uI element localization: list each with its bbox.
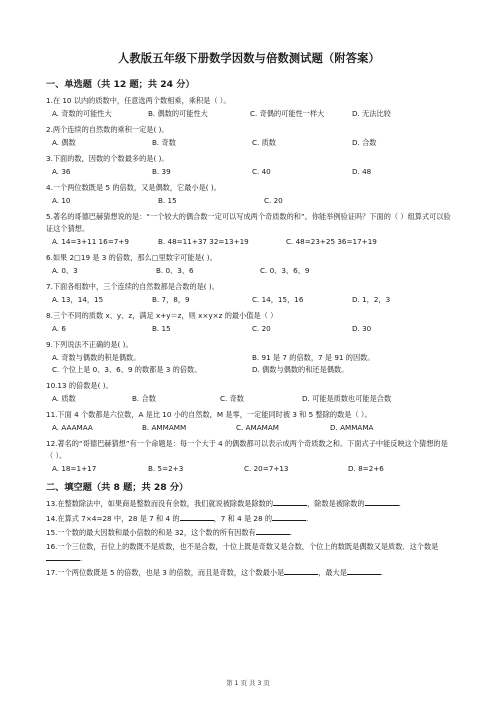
question-16 [46,541,452,564]
option-b: B. AMMAMM [142,423,187,433]
option-a: A. 质数 [52,394,76,404]
question-10-options [52,393,452,404]
question-4: 4.一个两位数既是 5 的倍数，又是偶数，它最小是( )。 [46,183,221,192]
answer-blank[interactable] [284,567,318,575]
option-d: D. 偶数与偶数的和还是偶数。 [252,365,349,375]
option-a: A. 14=3+11 16=7+9 [52,237,129,247]
option-c: C. 奇数 [220,394,244,404]
answer-blank[interactable] [256,527,293,537]
question-13 [46,498,452,510]
option-b: B. 15 [152,324,171,334]
option-b: B. 合数 [132,394,156,404]
question-15-end: . [289,527,293,537]
question-7: 7.下面各组数中，三个连续的自然数都是合数的是( )。 [46,282,219,292]
question-6: 6.如果 2□19 是 3 的倍数，那么□里数字可能是( )。 [46,253,217,263]
question-14-text: 14.在算式 7×4=28 中，28 是 7 和 4 的 [46,513,180,523]
question-14-text-2: ，7 和 4 是 28 的 [213,513,273,523]
question-13-end: . [398,499,401,509]
question-15-text: 15.一个数的最大因数和最小倍数的和是 32，这个数的所有因数有 [46,527,256,537]
question-8: 8.三个不同的质数 x、y、z，满足 x+y＝z，则 x×y×z 的最小值是（ ） [46,311,278,321]
question-12: 12.著名的“哥德巴赫猜想”有一个命题是：每一个大于 4 的偶数都可以表示成两个奇质数之和。下面式子中能反映这个猜想的是（ ）。 [46,439,448,460]
option-d: D. AMMAMA [330,423,374,433]
option-a: A. AAAMAA [52,423,93,433]
answer-blank[interactable] [365,498,401,509]
question-11: 11.下面 4 个数都是六位数，A 是比 10 小的自然数，M 是零，一定能同时被 3 和 5 整除的数是（ ）。 [46,410,372,420]
option-b: B. 7，8，9 [152,295,190,305]
option-b: B. 91 是 7 的倍数，7 是 91 的因数。 [252,353,375,363]
question-5-options [52,236,452,247]
answer-blank[interactable] [46,553,83,563]
option-d: D. 可能是质数也可能是合数 [302,394,392,404]
option-c: C. 20 [264,196,283,205]
section-heading-fill-blank: 二、填空题（共 8 题；共 28 分） [46,482,189,494]
option-b: B. 15 [158,196,177,205]
option-d: D. 合数 [352,138,377,147]
question-3: 3.下面的数，因数的个数最多的是( )。 [46,154,169,163]
option-a: A. 偶数 [52,138,76,147]
option-d: D. 30 [352,324,372,334]
question-2-options [52,137,452,148]
answer-blank[interactable] [347,567,384,578]
question-16-end: . [80,553,83,563]
option-d: D. 1，2，3 [352,295,391,305]
question-16-text: 16.一个三位数，百位上的数既不是质数，也不是合数，十位上既是奇数又是合数，个位上的数既是偶数又是质数．这个数是 [46,541,439,551]
question-9: 9.下列说法不正确的是( )。 [46,340,133,350]
question-6-options [52,265,452,276]
question-17-end: . [380,568,384,578]
question-17-text: 17.一个两位数既是 5 的倍数，也是 3 的倍数，而且是奇数，这个数最小是 [46,568,285,578]
option-c: C. 40 [252,167,271,176]
answer-blank[interactable] [180,513,214,521]
option-d: D. 48 [352,167,372,176]
question-17-text-2: ，最大是 [318,568,347,578]
question-10: 10.13 的倍数是( )。 [46,381,113,391]
question-13-text-2: ，除数是被除数的 [307,499,365,509]
option-d: D. 无法比较 [352,109,391,118]
question-17 [46,567,452,578]
section-heading-single-choice: 一、单选题（共 12 题；共 24 分） [46,79,195,90]
option-a: A. 奇数与偶数的积是偶数。 [52,353,141,363]
option-b: B. 偶数的可能性大 [148,109,208,118]
question-12-options [52,463,452,474]
option-c: C. 20=7+13 [244,464,289,474]
question-9-options-row-1 [52,352,452,363]
question-9-options-row-2 [52,364,452,375]
option-b: B. 0、3、6 [156,266,194,276]
question-8-options [52,323,452,334]
question-2: 2.两个连续的自然数的乘积一定是( )。 [46,125,169,134]
option-c: C. 20 [252,324,271,334]
option-c: C. 奇偶的可能性一样大 [250,109,325,118]
option-c: C. 质数 [252,138,276,147]
option-a: A. 10 [52,196,71,205]
option-c: C. 0、3、6、9 [260,266,310,276]
option-c: C. 48=23+25 36=17+19 [286,237,377,247]
option-b: B. 39 [152,167,171,176]
option-a: A. 36 [52,167,71,176]
question-4-options [52,195,452,206]
option-a: A. 0、3 [52,266,78,276]
option-c: C. 个位上是 0、3、6、9 的数都是 3 的倍数。 [52,365,202,375]
option-c: C. AMAMAM [236,423,279,433]
option-b: B. 奇数 [152,138,176,147]
option-a: A. 奇数的可能性大 [52,109,112,118]
question-5: 5.著名的哥德巴赫猜想说的是：“一个较大的偶合数一定可以写成两个奇质数的和”。你能举例验证吗？下面的（ ）组算式可以验证这个猜想。 [46,212,451,233]
answer-blank[interactable] [273,498,307,506]
question-14-end: . [306,513,309,523]
page-footer: 第 1 页 共 3 页 [226,679,270,687]
option-a: A. 18=1+17 [52,464,97,474]
question-11-options [52,422,452,433]
option-d: D. 8=2+6 [348,464,384,474]
question-1-options [52,108,452,119]
answer-blank[interactable] [272,513,309,523]
question-15 [46,527,452,538]
document-title: 人教版五年级下册数学因数与倍数测试题（附答案） [118,52,380,65]
question-1: 1.在 10 以内的质数中，任意选两个数相乘，乘积是（ ）。 [46,96,231,105]
option-b: B. 48=11+37 32=13+19 [158,237,249,247]
option-a: A. 6 [52,324,66,334]
option-c: C. 14，15，16 [252,295,304,305]
option-a: A. 13，14，15 [52,295,104,305]
question-13-text: 13.在整数除法中，如果商是整数而没有余数，我们就说被除数是除数的 [46,499,274,509]
question-7-options [52,294,452,305]
option-b: B. 5=2+3 [148,464,184,474]
question-14 [46,513,452,524]
question-3-options [52,166,452,177]
